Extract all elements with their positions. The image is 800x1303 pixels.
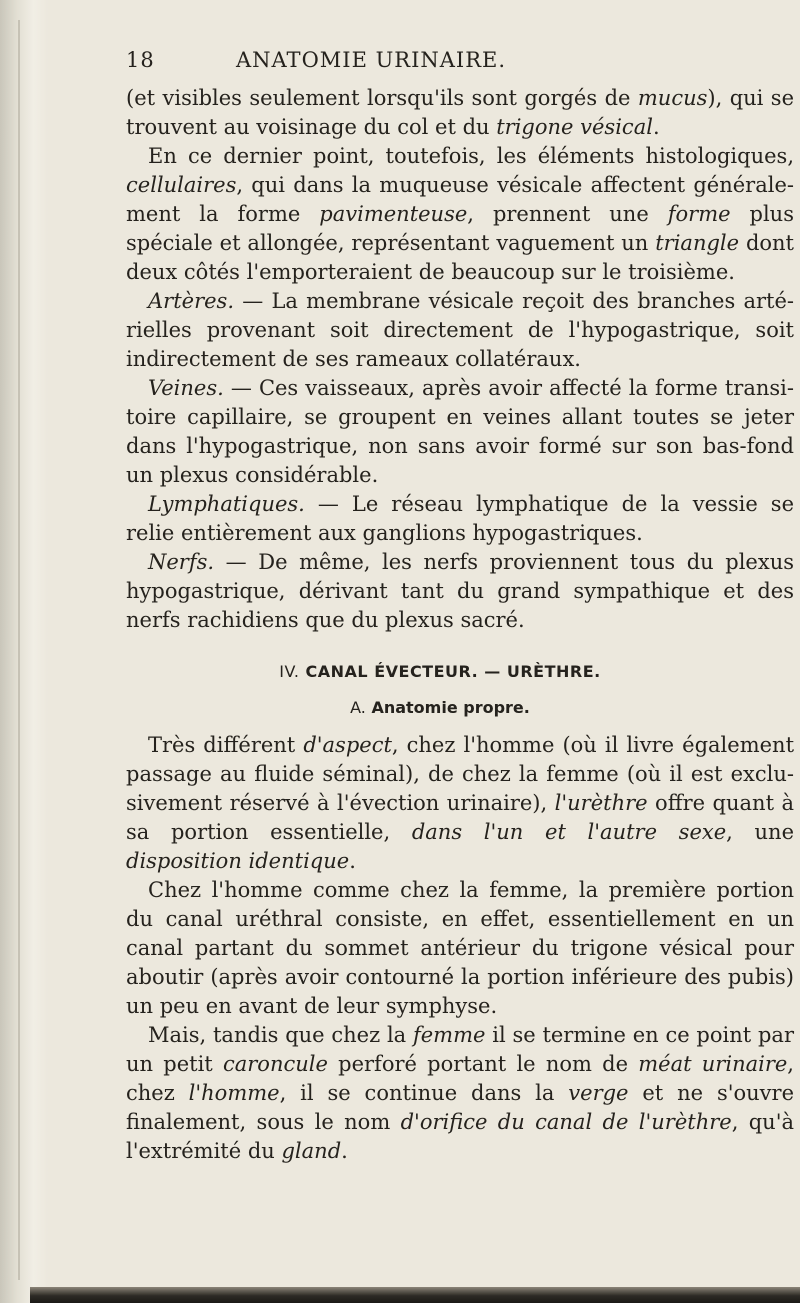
subsection-title: A. Anatomie propre. — [350, 698, 530, 717]
paragraph-nerfs: Nerfs. — De même, les nerfs proviennent tous du plexus hypogastrique, dérivant tant du grand sympathique et des nerfs rachidiens que du plexus sacré. — [126, 550, 794, 632]
paragraph-2: En ce dernier point, toutefois, les éléments histologiques, cellulaires, qui dans la muqueuse vésicale affectent généralement la forme pavimenteuse, prennent une forme plus spéciale et allongée, représentant vaguement un triangle dont deux côtés l'emporteraient de beaucoup sur le troisième. — [126, 144, 794, 284]
page-bottom-edge — [30, 1287, 800, 1303]
page-content — [126, 48, 794, 1166]
page-header — [126, 48, 794, 84]
section-title: IV. CANAL ÉVECTEUR. — URÈTHRE. — [279, 662, 601, 681]
page-number: 18 — [126, 48, 155, 72]
paragraph-arteres: Artères. — La membrane vésicale reçoit des branches artérielles provenant soit directement de l'hypogastrique, soit indirectement de ses rameaux collatéraux. — [126, 289, 794, 371]
binding-shadow — [18, 20, 20, 1280]
book-binding — [0, 0, 48, 1303]
paragraph-premiere-portion: Chez l'homme comme chez la femme, la première portion du canal uréthral consiste, en effet, essentiellement en un canal partant du sommet antérieur du trigone vésical pour aboutir (après avoir contourné la portion inférieure des pubis) un peu en avant de leur symphyse. — [126, 878, 794, 1018]
paragraph-lymphatiques: Lymphatiques. — Le réseau lymphatique de la vessie se relie entièrement aux ganglions hypogastriques. — [126, 492, 794, 545]
paragraph-1: (et visibles seulement lorsqu'ils sont gorgés de mucus), qui se trouvent au voisinage du col et du trigone vésical. — [126, 86, 795, 139]
paragraph-urethre-intro: Très différent d'aspect, chez l'homme (où il livre également passage au fluide séminal), de chez la femme (où il est exclusivement réservé à l'évection urinaire), l'urèthre offre quant à sa portion essentielle, dans l'un et l'autre sexe, une disposition identique. — [126, 733, 795, 873]
paragraph-femme-homme: Mais, tandis que chez la femme il se termine en ce point par un petit caroncule perforé portant le nom de méat urinaire, chez l'homme, il se continue dans la verge et ne s'ouvre finalement, sous le nom d'orifice du canal de l'urèthre, qu'à l'extrémité du gland. — [126, 1023, 795, 1163]
running-head: ANATOMIE URINAIRE. — [236, 48, 507, 72]
paragraph-veines: Veines. — Ces vaisseaux, après avoir affecté la forme transitoire capillaire, se groupent en veines allant toutes se jeter dans l'hypogastrique, non sans avoir formé sur son bas-fond un plexus considérable. — [126, 376, 794, 487]
